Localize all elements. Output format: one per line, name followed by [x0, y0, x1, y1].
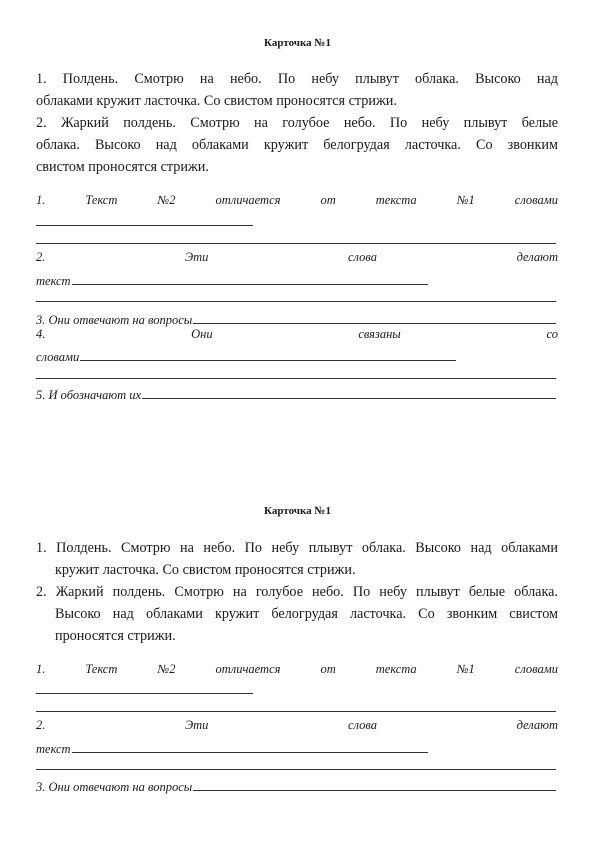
card-2-text-1-line-1: 1. Полдень. Смотрю на небо. По небу плывут облака. Высоко над облаками [36, 540, 558, 556]
q-word: 1. [36, 193, 46, 207]
card-1-question-4-cont [36, 348, 456, 365]
card-1-answer-line-1b[interactable] [36, 243, 556, 244]
card-2-answer-line-1a[interactable] [36, 693, 253, 694]
card-2-question-3 [36, 778, 556, 795]
q-text: 3. Они отвечают на вопросы [36, 780, 193, 794]
q-word: №2 [157, 193, 176, 207]
q-word: Эти [184, 718, 209, 732]
card-1-question-2-cont [36, 272, 428, 289]
q-word: текста [375, 193, 417, 207]
q-word: Текст [85, 193, 118, 207]
q-word: текста [375, 662, 417, 676]
card-2-text-1-line-2: кружит ласточка. Со свистом проносятся стрижи. [55, 562, 356, 578]
card-2-text-2-line-2: Высоко над облаками кружит белогрудая ласточка. Со звонким свистом [55, 606, 558, 622]
card-1-question-4 [36, 327, 558, 342]
q-word: со [546, 327, 558, 341]
card-1-text-2-line-2: облака. Высоко над облаками кружит белогрудая ласточка. Со звонким [36, 137, 558, 153]
q-word: от [320, 193, 336, 207]
card-2-answer-line-2b[interactable] [36, 769, 556, 770]
card-1-text-2-line-3: свистом проносятся стрижи. [36, 159, 209, 175]
card-1-question-2 [36, 250, 558, 265]
card-1-question-3 [36, 311, 556, 328]
q-word: №1 [456, 193, 475, 207]
card-1-answer-line-2b[interactable] [36, 301, 556, 302]
q-word: словами [514, 662, 558, 676]
card-1-answer-line-4b[interactable] [36, 378, 556, 379]
q-word: отличается [215, 193, 281, 207]
card-1-title: Карточка №1 [264, 37, 331, 49]
card-1-text-1-line-2: облаками кружит ласточка. Со свистом проносятся стрижи. [36, 93, 397, 109]
q-word: словами [514, 193, 558, 207]
card-2-question-2 [36, 718, 558, 733]
card-1-answer-line-2a[interactable] [72, 272, 428, 285]
q-word: делают [516, 250, 558, 264]
q-text: 5. И обозначают их [36, 388, 142, 402]
card-2-text-2-line-3: проносятся стрижи. [55, 628, 176, 644]
q-word: от [320, 662, 336, 676]
q-word: Текст [85, 662, 118, 676]
q-word: 4. [36, 327, 46, 341]
card-2-question-2-cont [36, 740, 428, 757]
card-1-answer-line-1a[interactable] [36, 225, 253, 226]
card-2-title: Карточка №1 [264, 505, 331, 517]
q-text: 3. Они отвечают на вопросы [36, 313, 193, 327]
card-2-answer-line-2a[interactable] [72, 740, 428, 753]
q-word: связаны [358, 327, 401, 341]
card-1-question-5 [36, 386, 556, 403]
q-word: Они [191, 327, 213, 341]
q-word: 2. [36, 718, 46, 732]
card-1-answer-line-4a[interactable] [80, 348, 456, 361]
q-word: текст [36, 742, 71, 756]
card-2-text-2-line-1: 2. Жаркий полдень. Смотрю на голубое небо. По небу плывут белые облака. [36, 584, 558, 600]
card-1-text-1-line-1: 1. Полдень. Смотрю на небо. По небу плывут облака. Высоко над [36, 71, 558, 87]
card-2-answer-line-1b[interactable] [36, 711, 556, 712]
q-word: слова [348, 718, 377, 732]
q-word: 1. [36, 662, 46, 676]
q-word: словами [36, 350, 80, 364]
q-word: 2. [36, 250, 46, 264]
card-1-text-2-line-1: 2. Жаркий полдень. Смотрю на голубое небо. По небу плывут белые [36, 115, 558, 131]
q-word: №1 [456, 662, 475, 676]
card-2-answer-line-3[interactable] [193, 778, 556, 791]
card-1-question-1 [36, 193, 558, 208]
q-word: отличается [215, 662, 281, 676]
card-2-question-1 [36, 662, 558, 677]
q-word: №2 [157, 662, 176, 676]
card-1-answer-line-5[interactable] [142, 386, 556, 399]
q-word: делают [516, 718, 558, 732]
q-word: слова [348, 250, 377, 264]
q-word: Эти [184, 250, 209, 264]
q-word: текст [36, 274, 71, 288]
card-1-answer-line-3[interactable] [193, 311, 556, 324]
